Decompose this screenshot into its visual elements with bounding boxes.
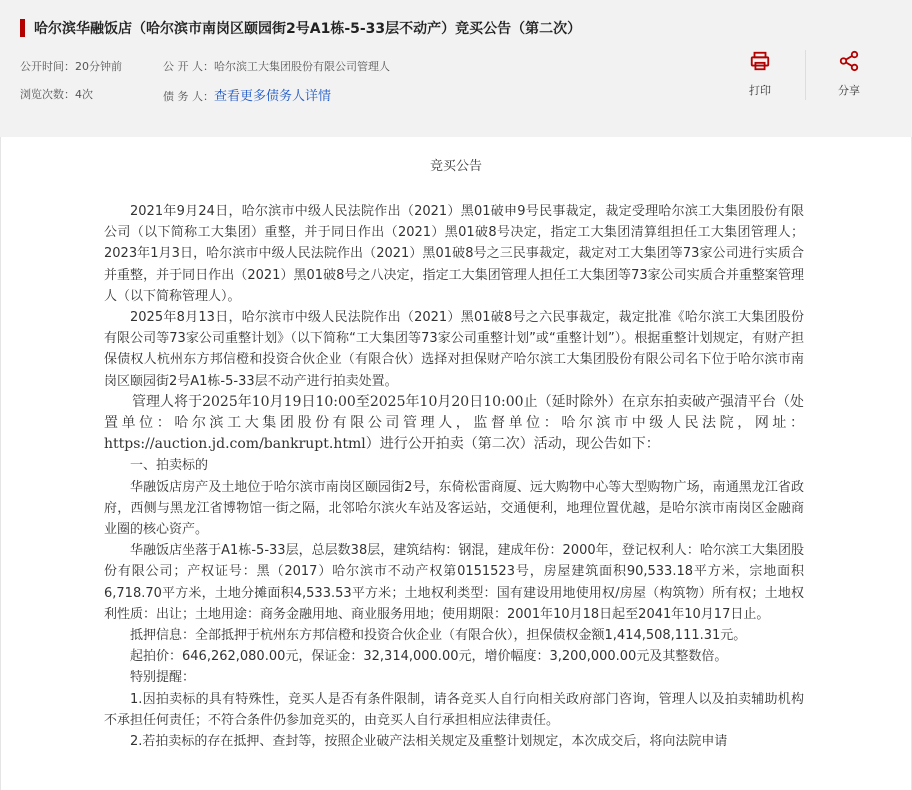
print-button[interactable]: [730, 42, 790, 98]
page-title: 哈尔滨华融饭店（哈尔滨市南岗区颐园街2号A1栋-5-33层不动产）竞买公告（第二次）: [34, 21, 582, 37]
debtor: [163, 85, 331, 104]
paragraph: 华融饭店房产及土地位于哈尔滨市南岗区颐园街2号，东倚松雷商厦、远大购物中心等大型购物广场，南通黑龙江省政府，西侧与黑龙江省博物馆一街之隔，北邻哈尔滨火车站及客运站，交通便利，地理位置优越，是哈尔滨市南岗区金融商业圈的核心资产。: [104, 479, 804, 538]
action-divider: [805, 50, 806, 100]
print-label: 打印: [749, 84, 771, 97]
publisher-label: 公 开 人：: [163, 60, 214, 73]
document-title: 竞买公告: [429, 159, 482, 174]
share-button[interactable]: [819, 42, 879, 98]
paragraph: 2021年9月24日，哈尔滨市中级人民法院作出（2021）黑01破申9号民事裁定，裁定受理哈尔滨工大集团股份有限公司（以下简称工大集团）重整，并于同日作出（2021）黑01破8号决定，指定工大集团清算组担任工大集团管理人；2023年1月3日，哈尔滨市中级人民法院作出（2021）黑01破8号之三民事裁定，裁定对工大集团等73家公司进行实质合并重整，并于同日作出（2021）黑01破8号之八决定，指定工大集团管理人担任工大集团等73家公司实质合并重整案管理人（以下简称管理人）。: [104, 204, 804, 304]
paragraph: 特别提醒：: [130, 670, 196, 686]
paragraph: 华融饭店坐落于A1栋-5-33层，总层数38层，建筑结构：钢混，建成年份：2000年，登记权利人：哈尔滨工大集团股份有限公司；产权证号：黑（2017）哈尔滨市不动产权第0151523号，房屋建筑面积90,533.18平方米，宗地面积6,718.70平方米，土地分摊面积4,533.53平方米；土地权利类型：国有建设用地使用权/房屋（构筑物）所有权；土地权利性质：出让；土地用途：商务金融用地、商业服务用地；使用期限：2001年10月18日起至2041年10月17日止。: [104, 543, 804, 622]
paragraph: 管理人将于2025年10月19日10:00至2025年10月20日10:00止（延时除外）在京东拍卖破产强清平台（处置单位：哈尔滨工大集团股份有限公司管理人，监督单位：哈尔滨市中级人民法院，网址：https://auction.jd.com/bankrupt.html）进行公开拍卖（第二次）活动，现公告如下：: [104, 393, 804, 453]
view-count: [20, 86, 93, 102]
view-count-label: 浏览次数：: [20, 88, 75, 101]
publish-time: [20, 58, 122, 74]
action-buttons: [730, 42, 912, 104]
printer-icon: [749, 50, 771, 72]
section-heading: 一、拍卖标的: [130, 458, 209, 474]
paragraph: 2.若拍卖标的存在抵押、查封等，按照企业破产法相关规定及重整计划规定，本次成交后，将向法院申请: [130, 734, 728, 750]
debtor-details-link[interactable]: 查看更多债务人详情: [214, 89, 332, 104]
share-label: 分享: [838, 84, 860, 97]
paragraph: 抵押信息：全部抵押于杭州东方邦信橙和投资合伙企业（有限合伙），担保债权金额1,414,508,111.31元。: [130, 628, 747, 644]
paragraph: 起拍价：646,262,080.00元，保证金：32,314,000.00元，增价幅度：3,200,000.00元及其整数倍。: [130, 649, 728, 665]
paragraph: 1.因拍卖标的具有特殊性，竞买人是否有条件限制，请各竞买人自行向相关政府部门咨询，管理人以及拍卖辅助机构不承担任何责任；不符合条件仍参加竞买的，由竞买人自行承担相应法律责任。: [104, 691, 804, 728]
publisher-value: 哈尔滨工大集团股份有限公司管理人: [214, 60, 390, 73]
publish-time-label: 公开时间：: [20, 60, 75, 73]
view-count-value: 4次: [75, 88, 93, 101]
publish-time-value: 20分钟前: [75, 60, 122, 73]
publisher: [163, 58, 390, 74]
paragraph: 2025年8月13日，哈尔滨市中级人民法院作出（2021）黑01破8号之六民事裁定，裁定批准《哈尔滨工大集团股份有限公司等73家公司重整计划》（以下简称“工大集团等73家公司重整计划”或“重整计划”）。根据重整计划规定，有财产担保债权人杭州东方邦信橙和投资合伙企业（有限合伙）选择对担保财产哈尔滨工大集团股份有限公司名下位于哈尔滨市南岗区颐园街2号A1栋-5-33层不动产进行拍卖处置。: [104, 310, 804, 389]
announcement-header: [0, 0, 912, 137]
share-icon: [838, 50, 860, 72]
debtor-label: 债 务 人：: [163, 90, 214, 103]
title-accent-bar: [20, 19, 25, 37]
document-body: [104, 201, 804, 752]
